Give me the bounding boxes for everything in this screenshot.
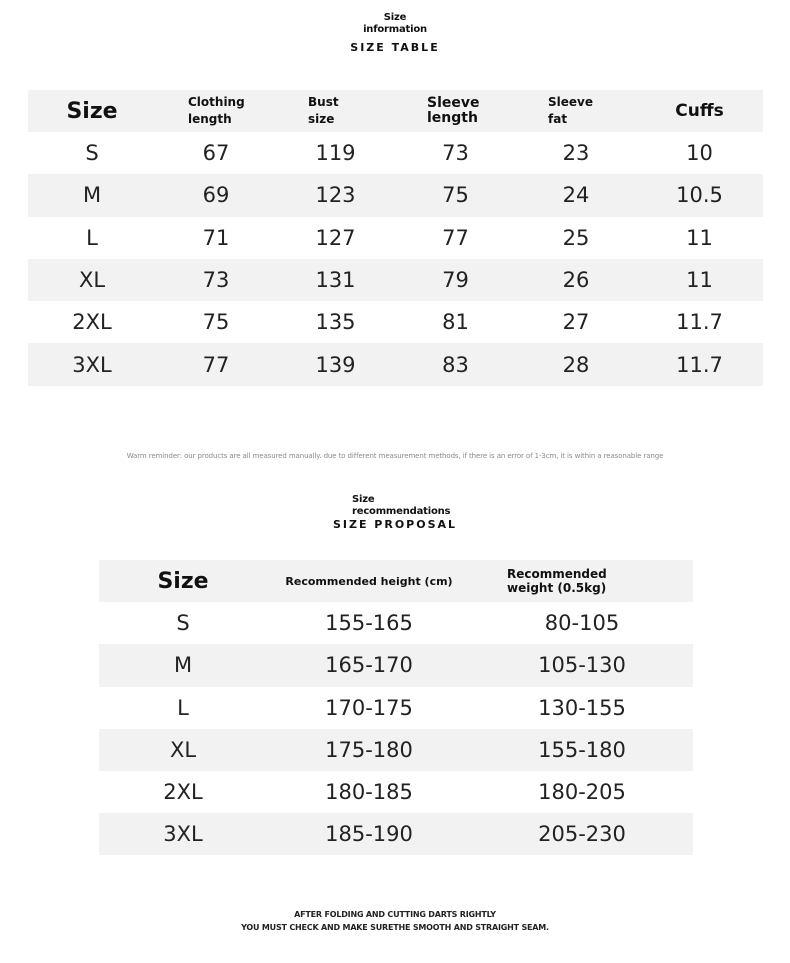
rec-cell-height: 175-180 (267, 729, 471, 771)
cell-cuffs: 10 (686, 141, 713, 166)
cell-size: M (28, 174, 156, 216)
rec-cell-size: 3XL (99, 813, 267, 855)
recommendation-row (99, 813, 693, 855)
cell-sleeve-fat: 27 (562, 310, 590, 335)
rec-header-weight-line2: weight (0.5kg) (507, 581, 607, 596)
size-heading-line2: information (363, 24, 427, 35)
cell-sleeve-fat: 28 (516, 343, 636, 385)
header-sleeve-fat-line2: fat (548, 112, 568, 126)
size-table (28, 90, 763, 386)
rec-cell-height: 155-165 (325, 611, 413, 636)
size-table-row (28, 174, 763, 216)
cell-cuffs: 10.5 (636, 174, 763, 216)
cell-size: L (86, 225, 98, 250)
rec-cell-weight: 130-155 (538, 695, 626, 720)
size-table-heading (0, 12, 790, 55)
size-recommendation-heading (0, 494, 790, 532)
size-heading-line1: Size (383, 12, 407, 23)
size-table-header-row (28, 90, 763, 132)
header-sleeve-fat-line1: Sleeve (548, 95, 593, 109)
cell-sleeve-fat: 24 (516, 174, 636, 216)
header-bust-size-line1: Bust (308, 95, 339, 109)
rec-cell-height: 170-175 (325, 695, 413, 720)
cell-sleeve-length: 81 (442, 310, 469, 335)
rec-cell-size: M (99, 644, 267, 686)
cell-bust-size: 135 (315, 310, 356, 335)
cell-cuffs: 11.7 (636, 343, 763, 385)
rec-header-size: Size (99, 560, 267, 602)
header-sleeve-length-line1: Sleeve (427, 95, 480, 111)
recommendation-row (99, 602, 693, 644)
cell-clothing-length: 75 (202, 310, 230, 335)
header-bust-size-line2: size (308, 112, 335, 126)
rec-cell-height: 165-170 (267, 644, 471, 686)
rec-header-height: Recommended height (cm) (267, 560, 471, 602)
cell-sleeve-fat: 26 (516, 259, 636, 301)
cell-cuffs: 11.7 (676, 310, 723, 335)
size-table-row (28, 259, 763, 301)
recommendation-heading-title: SIZE PROPOSAL (332, 518, 458, 531)
size-table-row (28, 217, 763, 259)
rec-cell-weight: 180-205 (538, 780, 626, 805)
cell-cuffs: 11 (686, 225, 713, 250)
header-clothing-length (156, 90, 276, 132)
rec-cell-size: 2XL (163, 780, 203, 805)
rec-cell-size: L (177, 695, 189, 720)
footer-line-2: YOU MUST CHECK AND MAKE SURETHE SMOOTH AND STRAIGHT SEAM. (241, 923, 549, 932)
size-table-row (28, 301, 763, 343)
header-size: Size (28, 90, 156, 132)
cell-size: S (85, 141, 99, 166)
cell-sleeve-fat: 25 (562, 225, 590, 250)
cell-size: 2XL (72, 310, 112, 335)
rec-cell-weight: 105-130 (471, 644, 693, 686)
recommendation-row (99, 644, 693, 686)
rec-cell-weight: 205-230 (471, 813, 693, 855)
cell-size: 3XL (28, 343, 156, 385)
cell-clothing-length: 73 (156, 259, 276, 301)
cell-sleeve-length: 83 (395, 343, 516, 385)
cell-bust-size: 131 (276, 259, 395, 301)
rec-cell-weight: 155-180 (471, 729, 693, 771)
recommendation-heading-line1: Size (352, 494, 375, 505)
rec-header-weight (471, 560, 693, 602)
header-sleeve-fat (516, 90, 636, 132)
recommendation-row (99, 729, 693, 771)
footer-line-1: AFTER FOLDING AND CUTTING DARTS RIGHTLY (294, 910, 496, 919)
rec-cell-size: XL (99, 729, 267, 771)
cell-sleeve-length: 77 (442, 225, 469, 250)
recommendation-heading-line2: recommendations (352, 506, 451, 517)
rec-header-weight-line1: Recommended (507, 567, 607, 582)
measurement-reminder: Warm reminder: our products are all measured manually. due to different measurement methods, if there is an error of 1-3cm, it is within a reasonable range (126, 452, 664, 460)
header-clothing-length-line2: length (188, 112, 232, 126)
header-sleeve-length (395, 90, 516, 132)
cell-cuffs: 11 (636, 259, 763, 301)
size-heading-title: SIZE TABLE (350, 41, 440, 54)
cell-bust-size: 119 (315, 141, 356, 166)
size-table-row (28, 132, 763, 174)
rec-cell-weight: 80-105 (544, 611, 620, 636)
recommendation-row (99, 771, 693, 813)
header-clothing-length-line1: Clothing (188, 95, 245, 109)
rec-cell-size: S (176, 611, 190, 636)
cell-sleeve-length: 73 (442, 141, 469, 166)
cell-clothing-length: 67 (202, 141, 230, 166)
recommendation-header-row (99, 560, 693, 602)
cell-bust-size: 127 (315, 225, 356, 250)
size-table-row (28, 343, 763, 385)
cell-clothing-length: 69 (156, 174, 276, 216)
rec-cell-height: 185-190 (267, 813, 471, 855)
header-sleeve-length-line2: length (427, 110, 478, 126)
cell-bust-size: 123 (276, 174, 395, 216)
cell-clothing-length: 77 (156, 343, 276, 385)
cell-sleeve-fat: 23 (562, 141, 590, 166)
header-cuffs: Cuffs (636, 90, 763, 132)
cell-clothing-length: 71 (202, 225, 230, 250)
cell-size: XL (28, 259, 156, 301)
cell-sleeve-length: 79 (395, 259, 516, 301)
rec-cell-height: 180-185 (325, 780, 413, 805)
recommendation-row (99, 687, 693, 729)
cell-sleeve-length: 75 (395, 174, 516, 216)
cell-bust-size: 139 (276, 343, 395, 385)
header-bust-size (276, 90, 395, 132)
size-recommendation-table (99, 560, 693, 855)
